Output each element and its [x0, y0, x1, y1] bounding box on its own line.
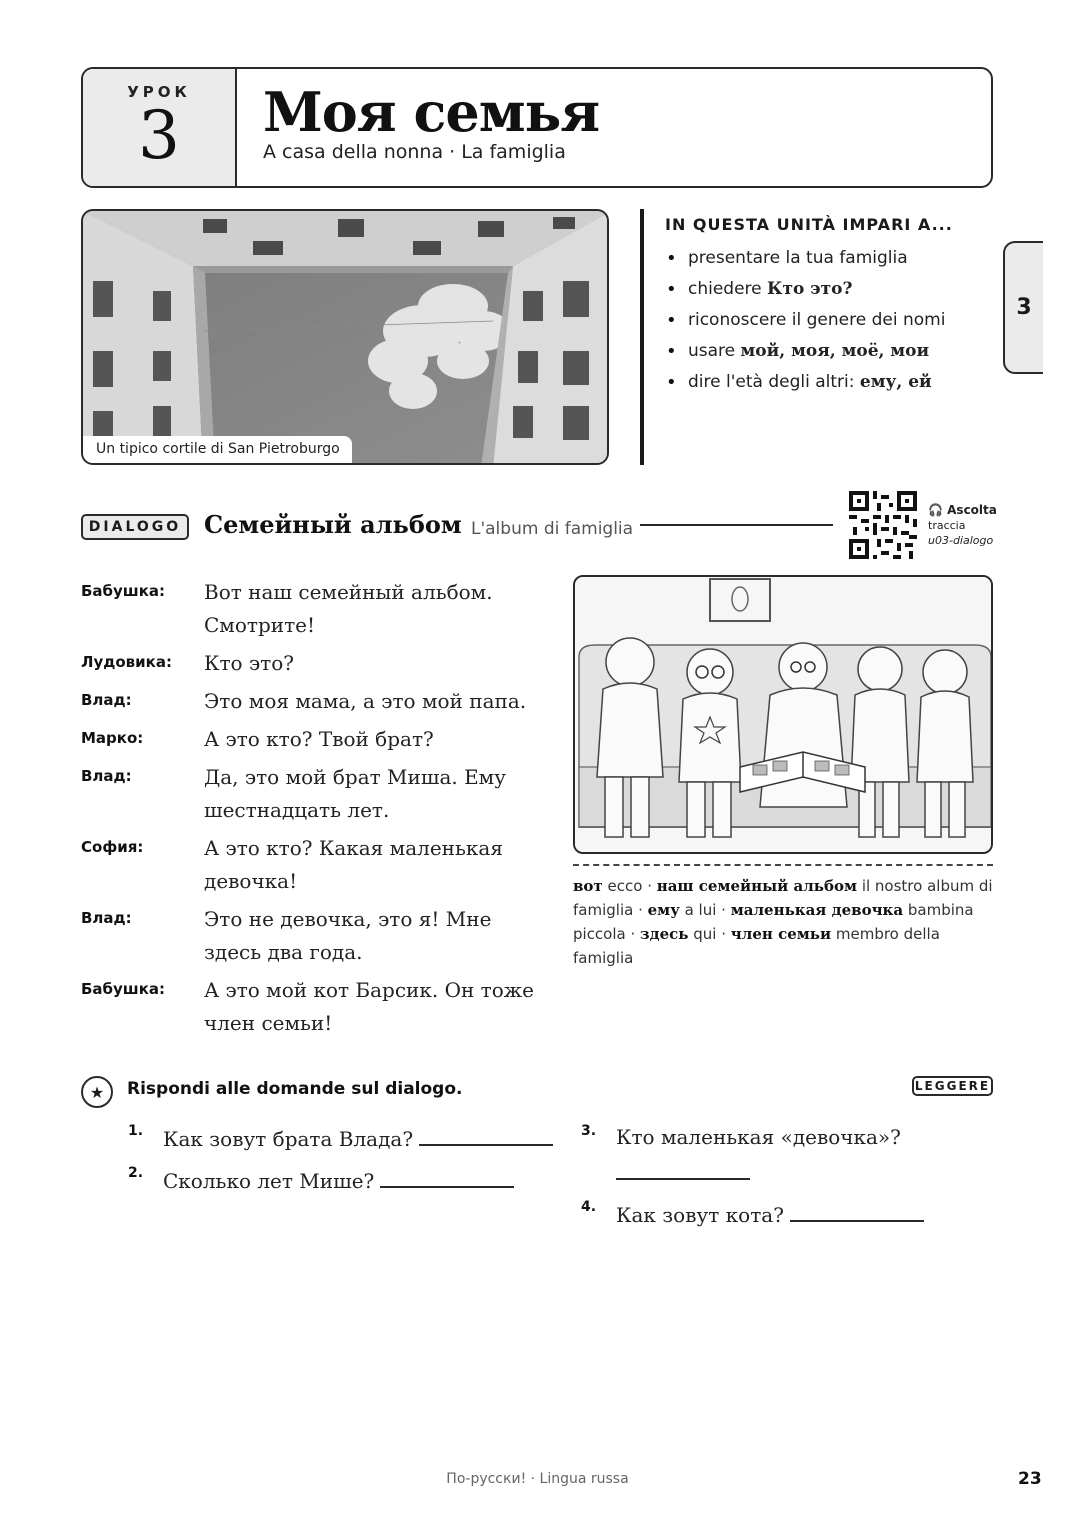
objective-item: • riconoscere il genere dei nomi [665, 305, 995, 336]
speaker: Бабушка: [81, 582, 166, 600]
vocab-it: il nostro album di famiglia [573, 877, 993, 919]
page-number: 23 [1018, 1469, 1042, 1489]
question-text: Сколько лет Мише? [163, 1169, 375, 1193]
track-label: traccia [928, 519, 966, 532]
objectives-list [665, 243, 995, 398]
listen-label: Ascolta [947, 503, 997, 517]
dialogue-line [81, 723, 551, 756]
speaker: Лудовика: [81, 653, 172, 671]
track-id: u03-dialogo [928, 534, 994, 547]
answer-blank[interactable] [616, 1154, 750, 1180]
dialogue-rule [640, 524, 833, 526]
lesson-number: 3 [138, 97, 180, 174]
vocab-ru: ему [647, 901, 680, 919]
exercise-question [128, 1120, 553, 1156]
speaker: Марко: [81, 729, 144, 747]
footer-book-title: По-русски! · Lingua russa [446, 1471, 629, 1487]
dialogue-line [81, 647, 551, 680]
answer-blank[interactable] [790, 1196, 924, 1222]
page-title: Моя семья [263, 80, 600, 144]
audio-track-info[interactable] [928, 503, 997, 548]
dialogue-text [81, 576, 551, 1045]
vocab-divider [573, 864, 993, 866]
dialogue-line [81, 761, 551, 827]
vocab-it: membro della famiglia [573, 925, 940, 967]
question-number: 2. [128, 1165, 144, 1181]
question-text: Кто маленькая «девочка»? [616, 1125, 901, 1149]
speaker: Влад: [81, 909, 132, 927]
speech: Да, это мой брат Миша. Ему шестнадцать лет. [204, 765, 507, 822]
lesson-label: УРОК [127, 83, 191, 101]
vocab-ru: здесь [640, 925, 689, 943]
speaker: Влад: [81, 767, 132, 785]
headphones-icon: 🎧 [928, 503, 943, 517]
question-text: Как зовут брата Влада? [163, 1127, 414, 1151]
speaker: Бабушка: [81, 980, 166, 998]
objectives-bar [640, 209, 644, 465]
family-album-illustration [573, 575, 993, 854]
answer-blank[interactable] [380, 1162, 514, 1188]
objective-item: • dire l'età degli altri: ему, ей [665, 367, 995, 398]
vocab-ru: маленькая девочка [730, 901, 904, 919]
dialogue-title: Семейный альбом [204, 510, 462, 539]
star-icon: ★ [81, 1076, 113, 1108]
lesson-header [81, 67, 993, 188]
dialogue-line [81, 685, 551, 718]
chapter-side-tab[interactable] [1003, 241, 1043, 374]
speaker: София: [81, 838, 144, 856]
vocab-ru: наш семейный альбом [656, 877, 858, 895]
exercise-instruction: Rispondi alle domande sul dialogo. [127, 1079, 463, 1099]
photo-caption: Un tipico cortile di San Pietroburgo [83, 436, 352, 463]
speech: Кто это? [204, 651, 294, 675]
vocab-it: ecco [607, 877, 643, 895]
vocab-it: bambina piccola [573, 901, 974, 943]
dialogue-subtitle: L'album di famiglia [471, 519, 634, 539]
page-subtitle: A casa della nonna · La famiglia [263, 141, 566, 163]
dialogue-line [81, 974, 551, 1040]
qr-code-icon[interactable] [849, 491, 917, 559]
objective-item: • presentare la tua famiglia [665, 243, 995, 274]
question-number: 4. [581, 1199, 597, 1215]
speech: Это не девочка, это я! Мне здесь два года. [204, 907, 492, 964]
vocab-ru: член семьи [730, 925, 832, 943]
chapter-side-tab-label: 3 [1016, 295, 1032, 320]
objectives-box [665, 215, 995, 398]
courtyard-image [83, 211, 609, 465]
objectives-heading: IN QUESTA UNITÀ IMPARI A... [665, 215, 953, 234]
dialogue-badge: DIALOGO [81, 514, 189, 540]
speech: Вот наш семейный альбом. Смотрите! [204, 580, 493, 637]
dialogue-line [81, 903, 551, 969]
courtyard-photo [81, 209, 609, 465]
vocab-it: qui [693, 925, 717, 943]
lesson-number-box [83, 69, 237, 186]
vocab-ru: вот [573, 877, 603, 895]
speech: А это мой кот Барсик. Он тоже член семьи! [204, 978, 535, 1035]
objective-item: • usare мой, моя, моё, мои [665, 336, 995, 367]
answer-blank[interactable] [419, 1120, 553, 1146]
objective-item: • chiedere Кто это? [665, 274, 995, 305]
speech: А это кто? Какая маленькая девочка! [204, 836, 503, 893]
speech: Это моя мама, а это мой папа. [204, 689, 527, 713]
dialogue-line [81, 832, 551, 898]
speech: А это кто? Твой брат? [204, 727, 434, 751]
dialogue-line [81, 576, 551, 642]
family-illustration-image [575, 577, 993, 854]
question-text: Как зовут кота? [616, 1203, 784, 1227]
exercise-question [581, 1120, 961, 1190]
exercise-skill-tag: LEGGERE [912, 1076, 993, 1096]
vocabulary-note: вот ecco · наш семейный альбом il nostro album di famiglia · ему a lui · маленькая девочка bambina piccola · здесь qui · член семьи membro della famiglia [573, 877, 993, 967]
exercise-question [581, 1196, 924, 1232]
vocab-it: a lui [684, 901, 717, 919]
question-number: 3. [581, 1123, 597, 1139]
question-number: 1. [128, 1123, 144, 1139]
speaker: Влад: [81, 691, 132, 709]
exercise-question [128, 1162, 514, 1198]
